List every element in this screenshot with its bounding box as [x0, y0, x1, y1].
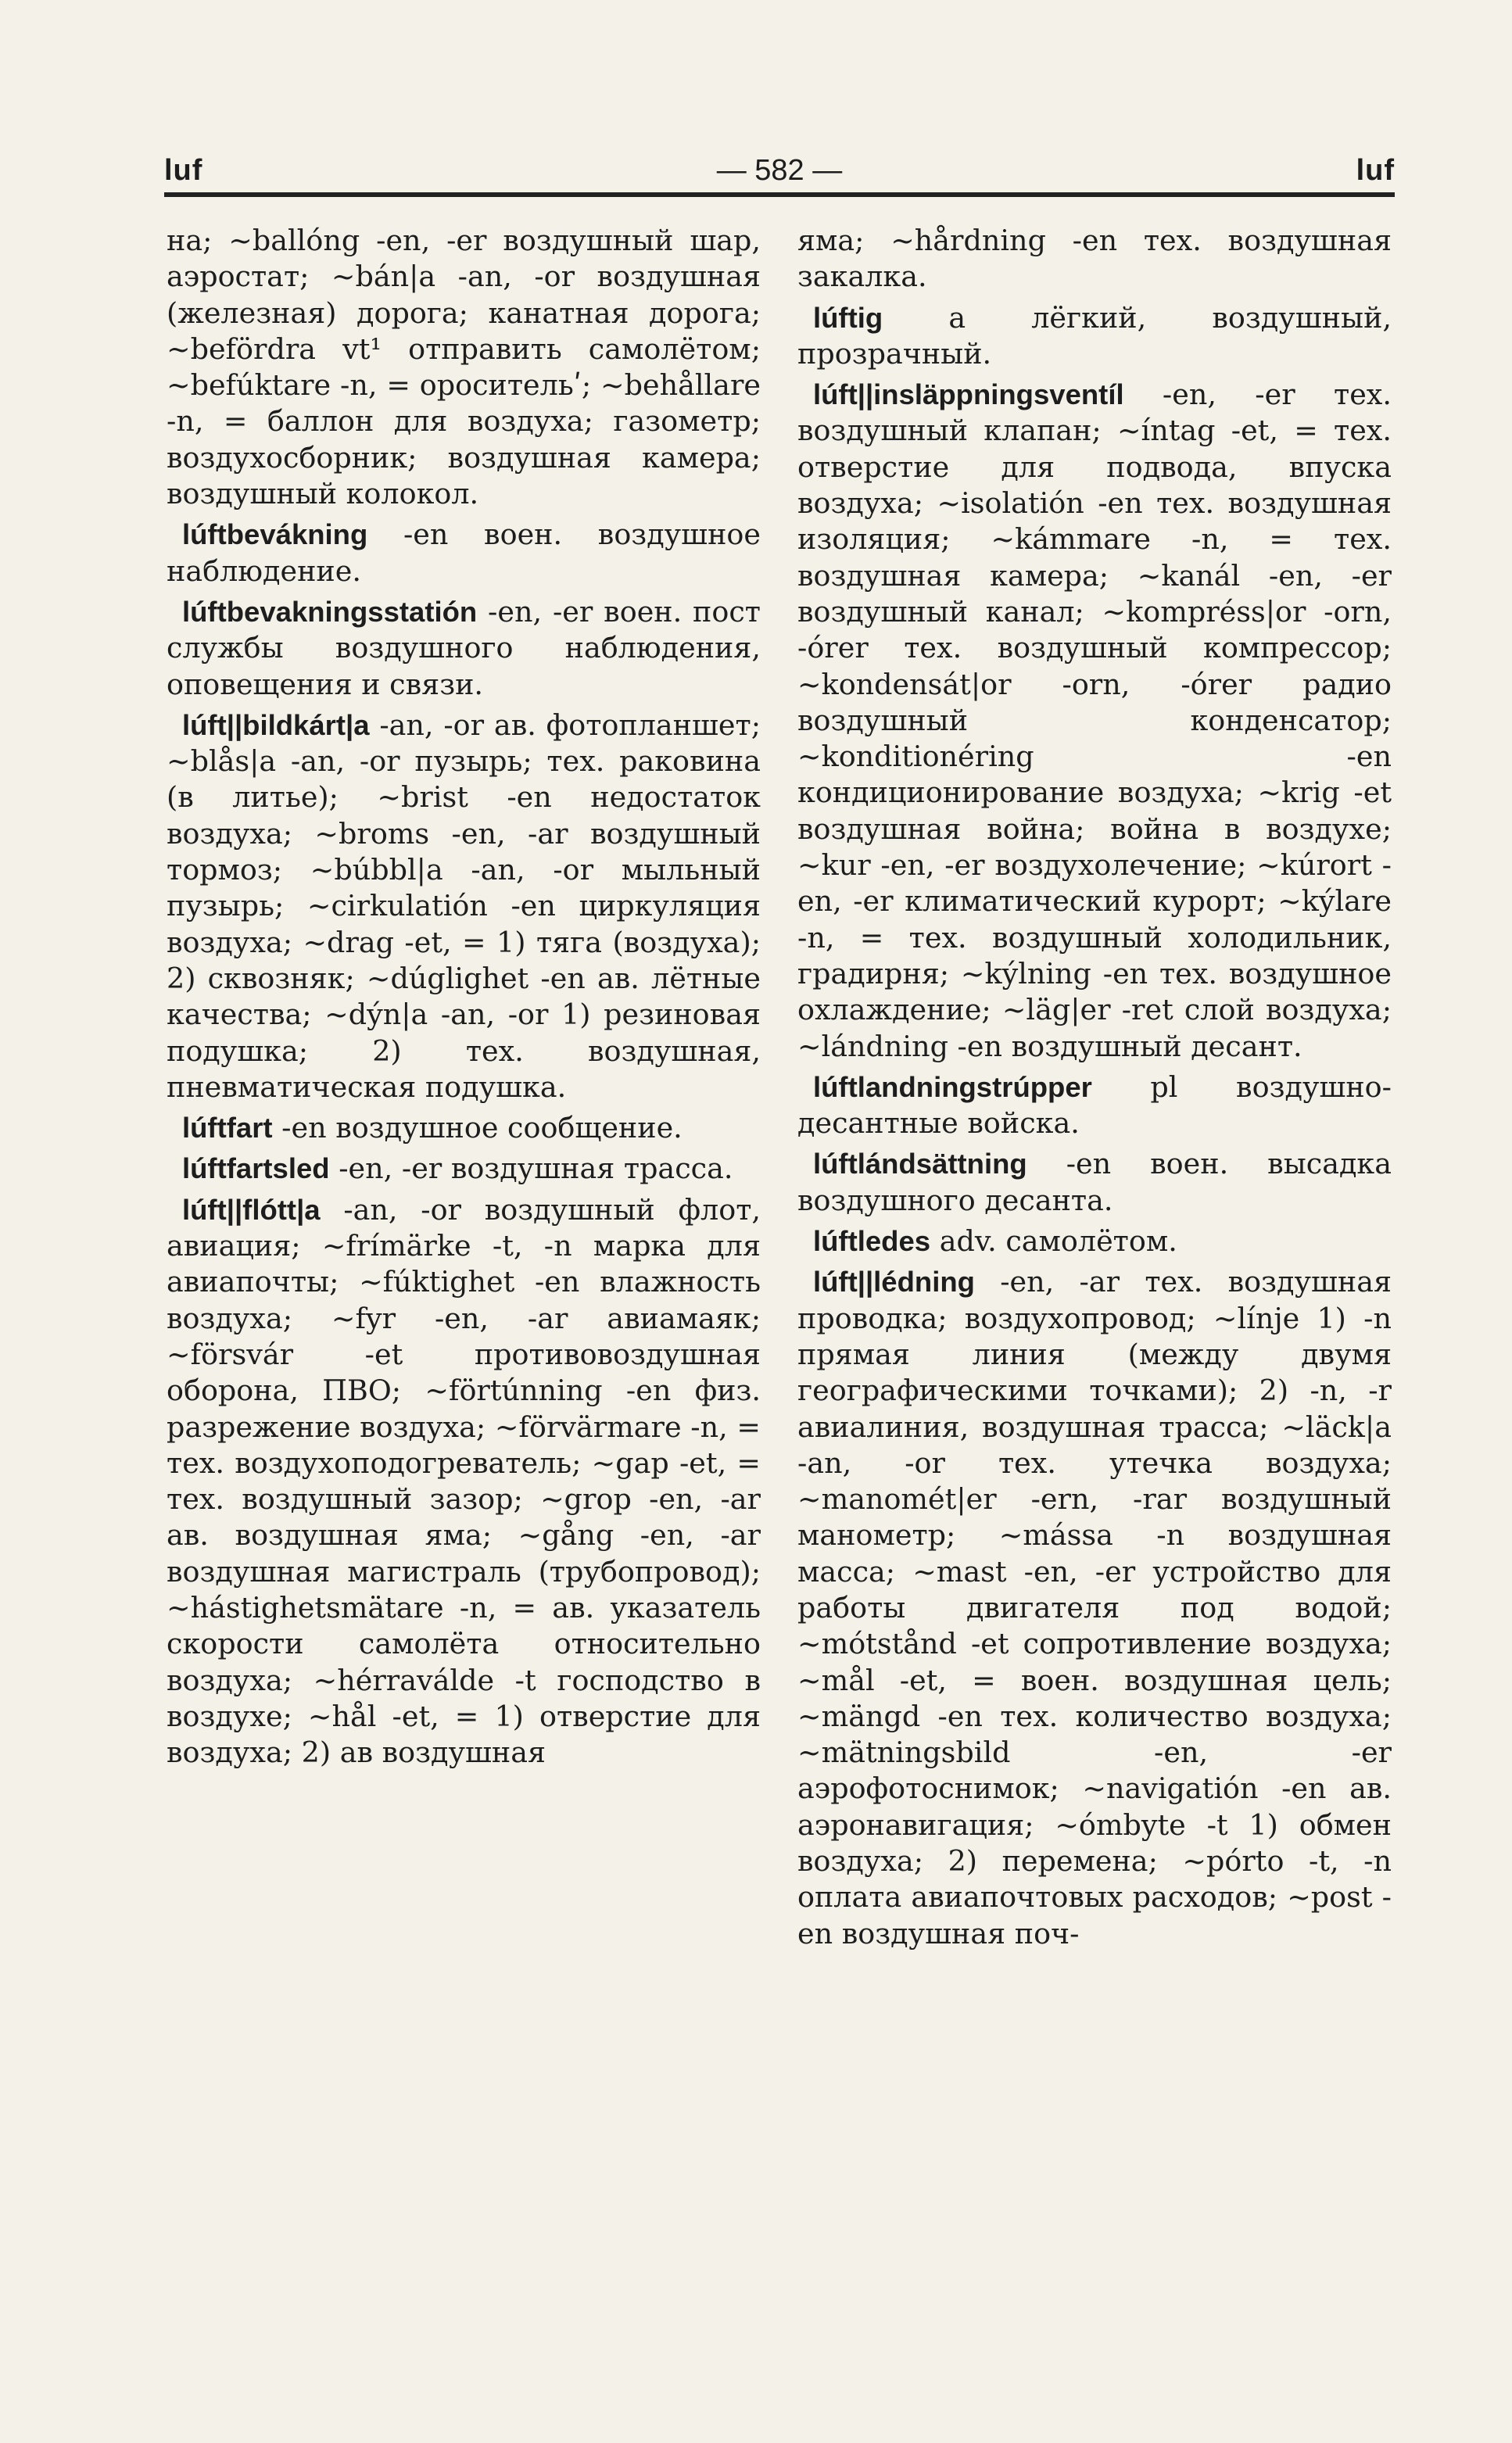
entry-text: на; ~ballóng -en, -er воздушный шар, аэростат; ~bán|a -an, -or воздушная (железная) дорога; канатная дорога; ~befördra vt¹ отправить самолётом; ~befúktare -n, = оросительʹ; ~behållare -n, = баллон для воздуха; газометр; воздухосборник; воздушная камера; воздушный колокол.: [167, 224, 761, 511]
dictionary-entry: [167, 707, 761, 1105]
headword: lúft||bildkárt|a: [182, 708, 370, 741]
dictionary-entry: [167, 1151, 761, 1187]
headword: lúftfart: [182, 1112, 273, 1144]
headword: lúftlandningstrúpper: [813, 1070, 1092, 1103]
header-left-word: luf: [164, 154, 203, 187]
dictionary-entry: [797, 223, 1392, 296]
entry-text: -en, -er тех. воздушный клапан; ~íntag -et, = тех. отверстие для подвода, впуска воздуха; ~isolatión -en тех. воздушная изоляция; ~kámmare -n, = тех. воздушная камера; ~kanál -en, -er воздушный канал; ~kompréss|or -orn, -órer тех. воздушный компрессор; ~kondensát|or -orn, -órer радио воздушный конденсатор; ~konditionéring -en кондиционирование воздуха; ~krig -et воздушная война; война в воздухе; ~kur -en, -er воздухолечение; ~kúrort -en, -er климатический курорт; ~kýlare -n, = тех. воздушный холодильник, градирня; ~kýlning -en тех. воздушное охлаждение; ~läg|er -ret слой воздуха; ~lándning -en воздушный десант.: [797, 378, 1392, 1063]
headword: lúftfartsled: [182, 1152, 330, 1185]
entry-text: -en, -er воздушная трасса.: [329, 1152, 733, 1186]
dictionary-entry: [797, 300, 1392, 373]
entry-text: -en воздушное сообщение.: [272, 1111, 683, 1145]
dictionary-entry: [797, 1069, 1392, 1142]
left-column: [167, 223, 761, 1775]
page-number: — 582 —: [716, 154, 843, 187]
headword: lúftlándsättning: [813, 1148, 1027, 1180]
dictionary-entry: [797, 1264, 1392, 1952]
headword: lúft||flótt|a: [182, 1193, 321, 1226]
dictionary-entry: [797, 1146, 1392, 1219]
dictionary-entry: [167, 1192, 761, 1771]
header-right-word: luf: [1356, 154, 1395, 187]
dictionary-entry: [167, 517, 761, 589]
entry-text: adv. самолётом.: [930, 1224, 1177, 1259]
entry-text: -en воен. воздушное наблюдение.: [167, 518, 761, 588]
dictionary-entry: [167, 1110, 761, 1146]
entry-text: -en, -er воен. пост службы воздушного наблюдения, оповещения и связи.: [167, 594, 761, 701]
headword: lúft||lédning: [813, 1266, 975, 1299]
entry-text: -en, -ar тех. воздушная проводка; воздухопровод; ~línje 1) -n прямая линия (между двумя географическими точками); 2) -n, -r авиалиния, воздушная трасса; ~läck|a -an, -or тех. утечка воздуха; ~manomét|er -ern, -rar воздушный манометр; ~mássa -n воздушная масса; ~mast -en, -er устройство для работы двигателя под водой; ~mótstånd -et сопротивление воздуха; ~mål -et, = воен. воздушная цель; ~mängd -en тех. количество воздуха; ~mätningsbild -en, -er аэрофотоснимок; ~navigatión -en ав. аэронавигация; ~ómbyte -t 1) обмен воздуха; 2) перемена; ~pórto -t, -n оплата авиапочтовых расходов; ~post -en воздушная поч-: [797, 1265, 1392, 1950]
header-rule: [164, 192, 1395, 197]
entry-text: -an, -or воздушный флот, авиация; ~frímärke -t, -n марка для авиапочты; ~fúktighet -en влажность воздуха; ~fyr -en, -ar авиамаяк; ~försvár -et противовоздушная оборона, ПВО; ~förtúnning -en физ. разрежение воздуха; ~förvärmare -n, = тех. воздухоподогреватель; ~gap -et, = тех. воздушный зазор; ~grop -en, -ar ав. воздушная яма; ~gång -en, -ar воздушная магистраль (трубопровод); ~hástighetsmätare -n, = ав. указатель скорости самолёта относительно воздуха; ~hérraválde -t господство в воздухе; ~hål -et, = 1) отверстие для воздуха; 2) ав воздушная: [167, 1192, 761, 1770]
headword: lúft||insläppningsventíl: [813, 378, 1124, 411]
running-header: [164, 141, 1395, 188]
entry-text: -en воен. высадка воздушного десанта.: [797, 1147, 1392, 1217]
dictionary-entry: [167, 594, 761, 703]
dictionary-entry: [797, 1223, 1392, 1259]
dictionary-entry: [167, 223, 761, 512]
dictionary-entry: [797, 377, 1392, 1065]
entry-text: a лёгкий, воздушный, прозрачный.: [797, 300, 1392, 371]
headword: lúftledes: [813, 1225, 931, 1258]
entry-text: -an, -or ав. фотопланшет; ~blås|a -an, -or пузырь; тех. раковина (в литье); ~brist -en недостаток воздуха; ~broms -en, -ar воздушный тормоз; ~búbbl|a -an, -or мыльный пузырь; ~cirkulatión -en циркуляция воздуха; ~drag -et, = 1) тяга (воздуха); 2) сквозняк; ~dúglighet -en ав. лётные качества; ~dýn|a -an, -or 1) резиновая подушка; 2) тех. воздушная, пневматическая подушка.: [167, 707, 761, 1104]
right-column: [797, 223, 1392, 1957]
headword: lúftig: [813, 301, 883, 334]
entry-text: яма; ~hårdning -en тех. воздушная закалка.: [797, 224, 1392, 294]
headword: lúftbevakningsstatión: [182, 595, 478, 628]
entry-text: pl воздушно-десантные войска.: [797, 1069, 1392, 1141]
headword: lúftbevákning: [182, 518, 368, 551]
